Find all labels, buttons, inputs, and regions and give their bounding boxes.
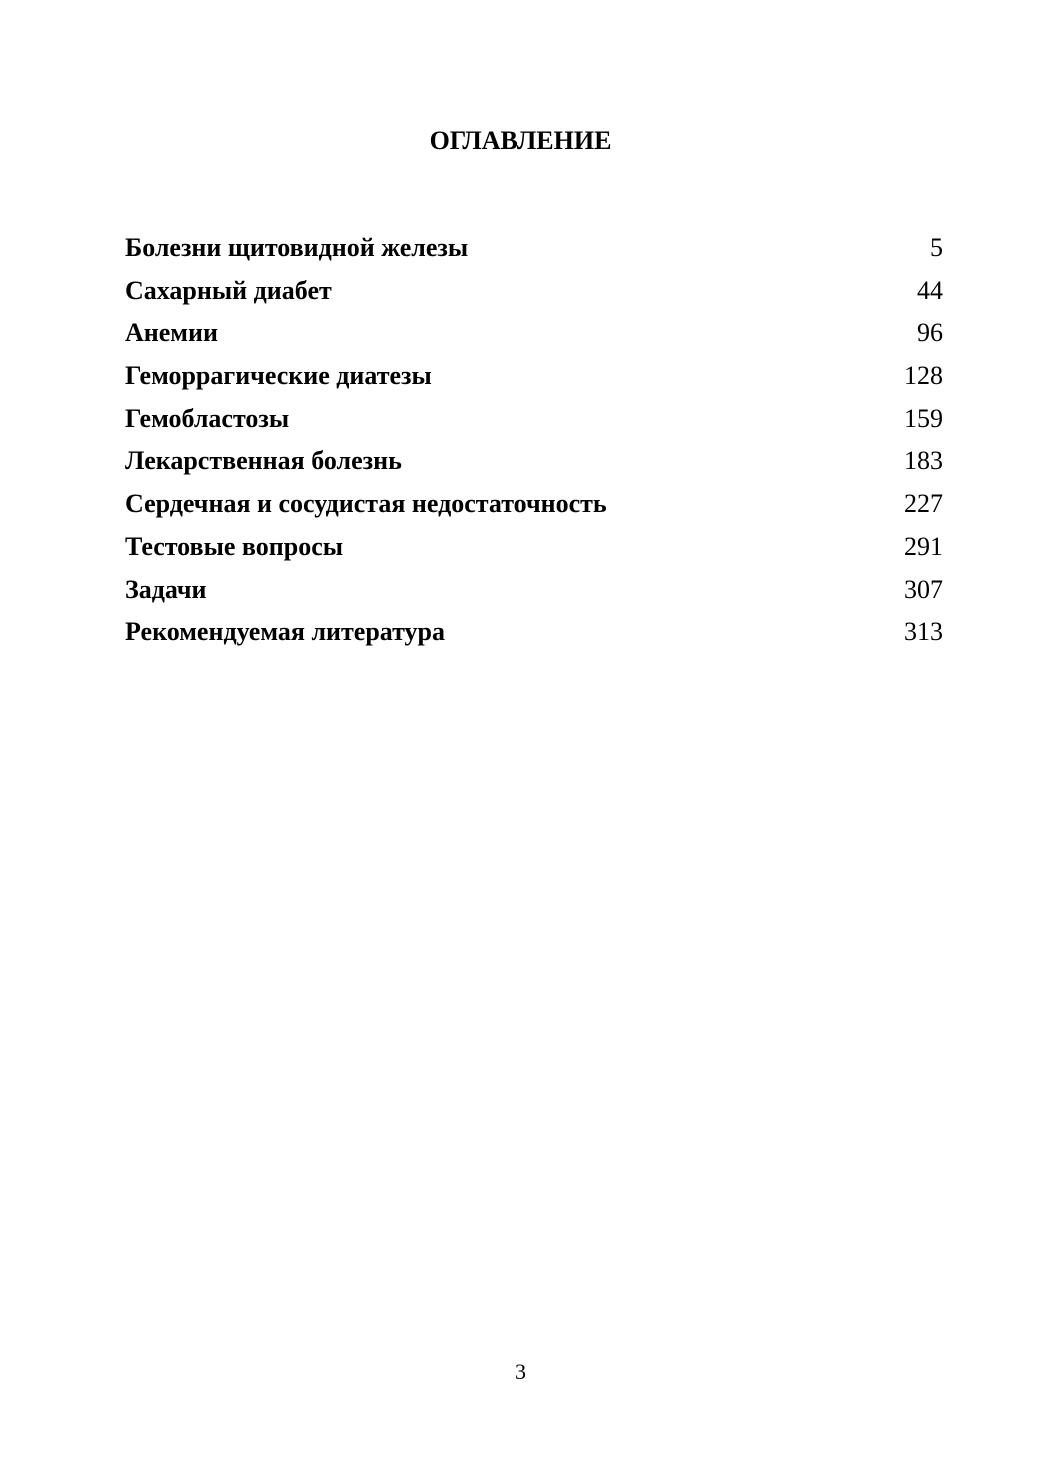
toc-entry-thyroid-diseases[interactable] — [125, 230, 943, 273]
toc-entry-title: Лекарственная болезнь — [125, 446, 402, 476]
toc-entry-page: 313 — [904, 617, 943, 647]
toc-entry-page: 96 — [917, 318, 943, 348]
toc-entry-page: 159 — [904, 403, 943, 433]
toc-entry-drug-disease[interactable] — [125, 443, 943, 486]
toc-entry-anemias[interactable] — [125, 315, 943, 358]
toc-entry-page: 128 — [904, 361, 943, 391]
toc-entry-title: Рекомендуемая литература — [125, 617, 445, 647]
table-of-contents — [125, 230, 943, 657]
page-title: ОГЛАВЛЕНИЕ — [429, 126, 612, 155]
toc-entry-title: Гемобластозы — [125, 403, 290, 433]
toc-entry-title: Анемии — [125, 318, 218, 348]
toc-entry-page: 307 — [904, 574, 943, 604]
toc-entry-heart-vascular-failure[interactable] — [125, 486, 943, 529]
toc-entry-page: 227 — [904, 489, 943, 519]
toc-entry-title: Тестовые вопросы — [125, 531, 344, 561]
toc-entry-diabetes[interactable] — [125, 273, 943, 316]
toc-entry-title: Задачи — [125, 574, 207, 604]
toc-entry-hemoblastoses[interactable] — [125, 401, 943, 444]
toc-entry-hemorrhagic-diatheses[interactable] — [125, 358, 943, 401]
toc-entry-page: 5 — [930, 233, 943, 262]
toc-entry-title: Геморрагические диатезы — [125, 361, 432, 391]
toc-entry-test-questions[interactable] — [125, 529, 943, 572]
toc-entry-title: Болезни щитовидной железы — [125, 233, 469, 262]
toc-entry-tasks[interactable] — [125, 572, 943, 615]
toc-entry-page: 183 — [904, 446, 943, 476]
toc-entry-title: Сердечная и сосудистая недостаточность — [125, 489, 607, 519]
page-number: 3 — [515, 1359, 526, 1384]
toc-entry-page: 291 — [904, 531, 943, 561]
toc-entry-title: Сахарный диабет — [125, 275, 332, 305]
toc-entry-page: 44 — [917, 275, 943, 305]
toc-entry-recommended-literature[interactable] — [125, 614, 943, 657]
